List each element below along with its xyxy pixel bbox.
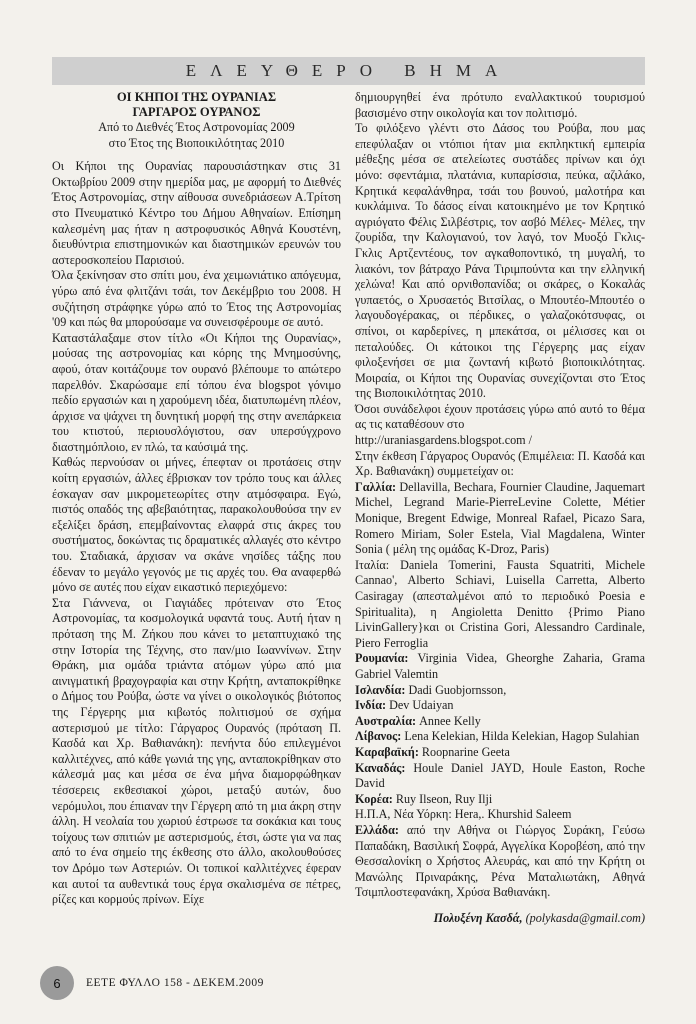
participant-entry — [355, 761, 645, 792]
right-column — [355, 90, 645, 926]
paragraph: Όλα ξεκίνησαν στο σπίτι μου, ένα χειμωνιάτικο απόγευμα, γύρω από ένα φλιτζάνι τσάι, τον Δεκέμβριο του 2008. Η συζήτηση στράφηκε γύρω από το Έτος της Αστρονομίας '09 και πώς θα μπορούσαμε να συνεισφέρουμε σε αυτό. — [52, 268, 341, 330]
participant-names: Η.Π.Α, Νέα Υόρκη: Hera,. Khurshid Saleem — [355, 807, 572, 822]
participant-names: Dev Udaiyan — [389, 698, 454, 713]
footer-issue-text: ΕΕΤΕ ΦΥΛΛΟ 158 - ΔΕΚΕΜ.2009 — [86, 977, 264, 989]
participant-entry — [355, 698, 645, 714]
paragraph: Καθώς περνούσαν οι μήνες, έπεφταν οι προτάσεις στην κοίτη εργασιών, άλλες έβρισκαν τον τρόπο τους και άλλες έσκαγαν σαν μικρομετεωρίτες στην ατμόσφαιρα. Εγώ, πιστός οπαδός της αβεβαιότητας, παρακολουθούσα την εν εξελίξει δράση, επεμβαίνοντας ελαφρά στις άκρες του συστήματος, δοκώντας τις δραματικές αλλαγές στο κέντρο του. Σταδιακά, άρχισαν να σκάνε νησίδες τάξης που έδεναν το μεγάλο γεγονός με τις αρχές του. Θα αναφερθώ μόνο σε αυτές που είχαν εικαστικό περιεχόμενο: — [52, 455, 341, 595]
participant-country: Λίβανος: — [355, 729, 402, 744]
participant-country: Καναδάς: — [355, 760, 406, 775]
paragraph: Στα Γιάννενα, οι Γιαγιάδες πρότειναν στο Έτος Αστρονομίας, τα κοσμολογικά υφαντά τους. Αυτή ήταν η πρόταση της Μ. Ζήκου που κάνει το μεταπτυχιακό της στην Ιστορία της Τέχνης, στο παν/μιο Ιωαννίνων. Στην Θράκη, μια ομάδα τριάντα ατόμων γύρω από μια αινιγματική βραχογραφία και στην Κρήτη, ανταποκρίθηκε ο Δήμος του Ρούβα, ώστε να γίνει ο οικολογικός βιότοπος της Γέργερης μια κιβωτός πολιτισμού σε σχήμα αστερισμού με τίτλο: Γάργαρος Ουρανός (πρόταση Π. Κασδά και Χρ. Βαθιανάκη): πενήντα δύο επιλεγμένοι καλλιτέχνες, από κάθε γωνιά της γης, ανταποκρίθηκαν στο κάλεσμά μας και μέσα σε ένα μήνα διαμορφώθηκαν τέσσερεις εκθεσιακοί χώροι, μεταξύ αυτών, δυο νερόμυλοι, που έπιαναν την Γέργερη από τη μια άκρη στην άλλη. Η νεολαία του χωριού έστρωσε τα σοκάκια και τους τοίχους των σπιτιών με αστερισμούς, έτσι, ώστε για να πας από το ένα σημείο της έκθεσης στο άλλο, ακολουθούσες τον Δρόμο των Αστεριών. Οι τοπικοί καλλιτέχνες έφεραν και αυτοί τα αυθεντικά τους έργα σκαλισμένα σε πέτρες, ρίζες και κορμούς πρίνων. Είχε — [52, 595, 341, 907]
participant-names: από την Αθήνα οι Γιώργος Συράκη, Γεύσω Παπαδάκη, Βασιλική Σοφρά, Αγγελίκα Κοροβέση, από την Θεσσαλονίκη ο Χρήστος Αλευράς, και από την Κρήτη οι Μανώλης Πριναράκης, Ρένα Ματαλιωτάκη, Αθηνά Τσιμπλοστεφανάκη, Χρύσα Βαθιανάκη. — [355, 822, 645, 900]
participant-country: Γαλλία: — [355, 479, 397, 494]
participant-names: Ιταλία: Daniela Tomerini, Fausta Squatriti, Michele Cannao', Alberto Schiavi, Luisella Carretta, Alberto Casiragay (απεσταλμένοι από το περιοδικό Poesia e Spiritualita), η Angioletta Denitto {Primo Piano LivinGallery}και οι Cristina Gori, Alessandro Cardinale, Piero Ferroglia — [355, 557, 645, 650]
participant-entry — [355, 651, 645, 682]
participant-entry — [355, 792, 645, 808]
participant-entry — [355, 823, 645, 901]
participant-names: Dadi Guobjornsson, — [408, 682, 507, 697]
paragraph: Το φιλόξενο γλέντι στο Δάσος του Ρούβα, που μας επεφύλαξαν οι ντόπιοι ήταν μια εκπληκτική εμπειρία μέθεξης μέσα σε ατελείωτες συστάδες πρίνων και όχι μόνο: σφεντάμια, πλατάνια, κυπαρίσσια, πεύκα, αζιλάκο, Κρητικά κεφαλάνθηρα, τσάι του βουνού, μαλοτήρα και κυκλάμινα. Το δάσος είναι κατοικημένο με τον Κρητικό αγριόγατο Φέλις Σιλβέστρις, τον ασβό Μέλες- Μέλες, την ζουρίδα, την Καλογιανού, τον λαγό, τον Μυοξό Γκλις- Γκλις Αρτζεντέους, τον αγκαθοποντικό, τη μυγαλή, το λιακόνι, τον βάτραχο Ράνα Τιριμπούντα και την ελληνική χελώνα! Και από ορνιθοπανίδα; οι σκάρες, ο Κοκαλάς γυπαετός, ο Χρυσαετός Βιτσίλας, ο Μπουτέο-Μπουτέο ο λαγουδογέρακας, οι πέρδικες, ο γαλαζοκότσυφας, οι σπίνοι, οι καρδερίνες, η μπεκάτσα, οι μέλισσες και οι πεταλούδες. Οι κάτοικοι της Γέργερης μας είχαν φιλοξενήσει σε μια ζωντανή κιβωτό βιοποικιλότητας. Μοιραία, οι Κήποι της Ουρανίας συνεχίζονται στο Έτος της Βιοποικιλότητας 2010. — [355, 121, 645, 401]
participant-names: Annee Kelly — [419, 713, 481, 728]
participant-names: Houle Daniel JAYD, Houle Easton, Roche David — [355, 760, 645, 791]
participant-country: Ινδία: — [355, 698, 387, 713]
participant-entry — [355, 729, 645, 745]
participant-names: Lena Kelekian, Hilda Kelekian, Hagop Sulahian — [404, 729, 640, 744]
blog-link[interactable]: http://uraniasgardens.blogspot.com / — [355, 433, 533, 448]
paragraph: Καταστάλαξαμε στον τίτλο «Οι Κήποι της Ουρανίας», μούσας της αστρονομίας και κόρης της Μνημοσύνης, αφού, όταν κοιτάζουμε τον ουρανό βλέπουμε το απώτερο παρελθόν. Σκαρώσαμε επί τόπου ένα blogspot γόνιμο πεδίο εργασιών και η χαρούμενη ιδέα, διατυπωμένη πλέον, άρχισε να ψάχνει τη δυνητική μορφή της στην ανεπάρκεια του κτιστού, περιουσλόγιστου, σαν υπερσύγχρονο διαστημόπλοιο, εν πλώ, τα καύσιμά της. — [52, 330, 341, 454]
left-column — [52, 90, 341, 908]
section-banner: ΕΛΕΥΘΕΡΟ ΒΗΜΑ — [52, 57, 645, 85]
article-title-line-2: ΓΑΡΓΑΡΟΣ ΟΥΡΑΝΟΣ — [132, 105, 261, 119]
participant-country: Ρουμανία: — [355, 651, 409, 666]
participant-entry — [355, 480, 645, 558]
author-signature — [355, 911, 645, 927]
participant-country: Καραβαϊκή: — [355, 744, 419, 759]
page-footer — [40, 966, 264, 1000]
participant-names: Dellavilla, Bechara, Fournier Claudine, Jaquemart Michel, Legrand Marie-PierreLevine Colette, Métier Monique, Bregent Edwige, Monreal Rafael, Picazo Sara, Romero Miriam, Soler Estela, Vial Magdalena, Winter Sonia ( μέλη της ομάδας K-Droz, Paris) — [355, 479, 645, 557]
article-subtitle-line-2: στο Έτος της Βιοποικιλότητας 2010 — [108, 135, 285, 150]
participant-entry — [355, 714, 645, 730]
page-number-badge: 6 — [40, 966, 74, 1000]
participant-names: Virginia Videa, Gheorghe Zaharia, Grama Gabriel Valemtin — [355, 651, 645, 681]
paragraph: Στην έκθεση Γάργαρος Ουρανός (Επιμέλεια: Π. Κασδά και Χρ. Βαθιανάκη) συμμετείχαν οι: — [355, 448, 645, 479]
paragraph: δημιουργηθεί ένα πρότυπο εναλλακτικού τουρισμού βασισμένο στην οικολογία και τον πολιτισμό. — [355, 90, 645, 120]
participant-country: Κορέα: — [355, 791, 393, 806]
author-name: Πολυξένη Κασδά, — [433, 910, 523, 925]
participant-entry — [355, 745, 645, 761]
participant-names: Ruy Ilseon, Ruy Ilji — [395, 791, 493, 806]
participant-entry — [355, 683, 645, 699]
paragraph: Όσοι συνάδελφοι έχουν προτάσεις γύρω από αυτό το θέμα ας τις καταθέσουν στο — [355, 401, 645, 432]
participant-names: Roopnarine Geeta — [421, 744, 510, 759]
article-title-line-1: ΟΙ ΚΗΠΟΙ ΤΗΣ ΟΥΡΑΝΙΑΣ — [116, 90, 277, 104]
participant-entry — [355, 558, 645, 652]
participant-country: Αυστραλία: — [355, 713, 417, 728]
participant-entry — [355, 807, 645, 823]
article-subtitle-line-1: Από το Διεθνές Έτος Αστρονομίας 2009 — [98, 120, 295, 134]
paragraph: Οι Κήποι της Ουρανίας παρουσιάστηκαν στις 31 Οκτωβρίου 2009 στην ημερίδα μας, με αφορμή το Διεθνές Έτος Αστρονομίας, στην αίθουσα συνεδριάσεων Α.Τρίτση στο Πνευματικό Κέντρο του Δήμου Αθηναίων. Επίσημη καλεσμένη μας ήταν η αστροφυσικός Αθηνά Κουστένη, διευθύντρια επιστημονικών και διαστημικών ερευνών του αστεροσκοπείου Παρισιού. — [52, 159, 341, 267]
author-email[interactable]: (polykasda@gmail.com) — [525, 910, 645, 925]
participant-country: Ελλάδα: — [355, 822, 399, 837]
participant-country: Ισλανδία: — [355, 682, 406, 697]
